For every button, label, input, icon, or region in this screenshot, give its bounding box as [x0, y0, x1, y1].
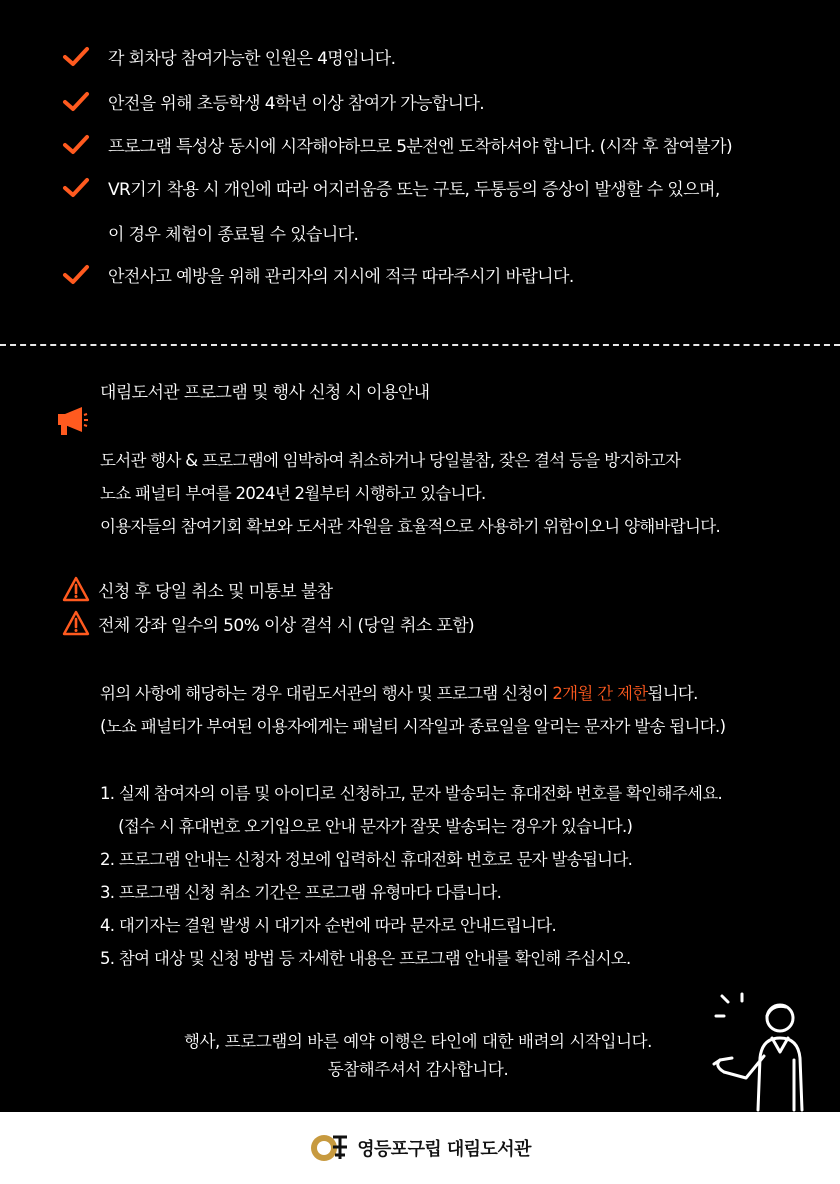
guide-list-item: 3. 프로그램 신청 취소 기간은 프로그램 유형마다 다릅니다.	[100, 883, 502, 902]
check-icon	[62, 134, 90, 156]
footer	[0, 1112, 840, 1184]
guide-list-item: 1. 실제 참여자의 이름 및 아이디로 신청하고, 문자 발송되는 휴대전화 번호를 확인해주세요.	[100, 784, 723, 803]
check-icon	[62, 177, 90, 199]
check-icon	[62, 91, 90, 113]
checklist-text: 안전을 위해 초등학생 4학년 이상 참여가 가능합니다.	[108, 94, 485, 114]
warning-item	[62, 576, 333, 602]
restriction-line	[100, 680, 698, 704]
warning-icon	[62, 610, 90, 636]
restriction-suffix: 됩니다.	[647, 684, 698, 703]
restriction-highlight: 2개월 간 제한	[552, 684, 648, 703]
restriction-note: (노쇼 패널티가 부여된 이용자에게는 패널티 시작일과 종료일을 알리는 문자가 발송 됩니다.)	[100, 717, 726, 736]
checklist-text: 안전사고 예방을 위해 관리자의 지시에 적극 따라주시기 바랍니다.	[108, 267, 574, 287]
guide-list-item: 2. 프로그램 안내는 신청자 정보에 입력하신 휴대전화 번호로 문자 발송됩니다.	[100, 850, 633, 869]
guide-list-item: (접수 시 휴대번호 오기입으로 안내 문자가 잘못 발송되는 경우가 있습니다.)	[100, 817, 633, 836]
closing-line: 행사, 프로그램의 바른 예약 이행은 타인에 대한 배려의 시작입니다.	[183, 1032, 652, 1051]
guide-list-item: 5. 참여 대상 및 신청 방법 등 자세한 내용은 프로그램 안내를 확인해 주십시오.	[100, 949, 631, 968]
checklist-item	[62, 132, 732, 157]
checklist-item	[62, 89, 484, 114]
warning-icon	[62, 576, 90, 602]
notice-paragraph-line: 노쇼 패널티 부여를 2024년 2월부터 시행하고 있습니다.	[100, 484, 486, 503]
warning-item	[62, 610, 474, 636]
notice-title: 대림도서관 프로그램 및 행사 신청 시 이용안내	[100, 383, 430, 403]
guide-list-item: 4. 대기자는 결원 발생 시 대기자 순번에 따라 문자로 안내드립니다.	[100, 916, 557, 935]
warning-text: 신청 후 당일 취소 및 미통보 불참	[98, 581, 333, 602]
megaphone-icon	[56, 406, 88, 436]
checklist-text: VR기기 착용 시 개인에 따라 어지러움증 또는 구토, 두통등의 증상이 발생할 수 있으며,	[108, 180, 720, 200]
notice-paragraph-line: 도서관 행사 & 프로그램에 임박하여 취소하거나 당일불참, 잦은 결석 등을 방지하고자	[100, 451, 681, 470]
library-logo-icon	[309, 1133, 351, 1163]
checklist-item	[62, 262, 574, 287]
checklist-text: 각 회차당 참여가능한 인원은 4명입니다.	[108, 49, 396, 69]
check-icon	[62, 264, 90, 286]
notice-paragraph-line: 이용자들의 참여기회 확보와 도서관 자원을 효율적으로 사용하기 위함이오니 양해바랍니다.	[100, 517, 720, 536]
checklist-text: 프로그램 특성상 동시에 시작해야하므로 5분전엔 도착하셔야 합니다. (시작 후 참여불가)	[108, 137, 733, 157]
library-name: 영등포구립 대림도서관	[357, 1139, 531, 1160]
checklist-item	[62, 44, 395, 69]
dashed-divider	[0, 344, 840, 346]
closing-line: 동참해주셔서 감사합니다.	[327, 1060, 509, 1079]
restriction-prefix: 위의 사항에 해당하는 경우 대림도서관의 행사 및 프로그램 신청이	[100, 684, 553, 703]
check-icon	[62, 46, 90, 68]
checklist-continuation: 이 경우 체험이 종료될 수 있습니다.	[108, 225, 359, 245]
warning-text: 전체 강좌 일수의 50% 이상 결석 시 (당일 취소 포함)	[98, 615, 475, 636]
checklist-item	[62, 175, 720, 200]
person-presenting-icon	[706, 992, 816, 1112]
